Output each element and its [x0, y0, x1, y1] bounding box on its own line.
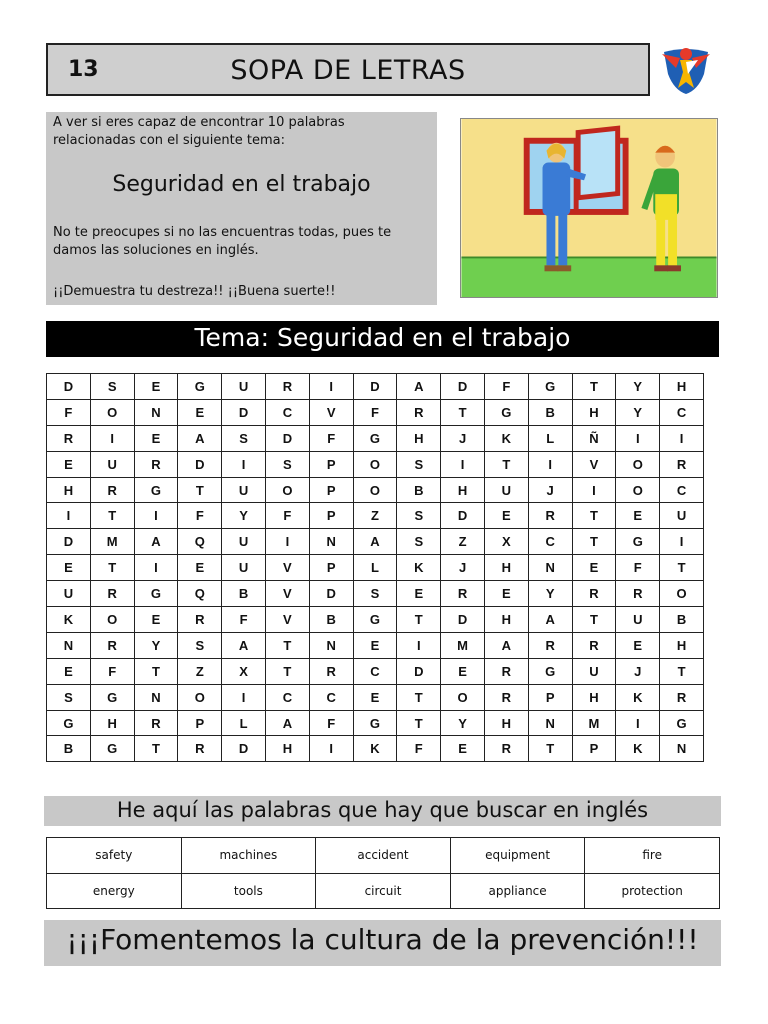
- grid-cell: C: [353, 658, 397, 684]
- grid-cell: E: [134, 607, 178, 633]
- grid-cell: R: [90, 581, 134, 607]
- grid-cell: X: [222, 658, 266, 684]
- grid-cell: G: [134, 581, 178, 607]
- grid-cell: M: [572, 710, 616, 736]
- grid-cell: G: [90, 684, 134, 710]
- word-cell: protection: [585, 873, 720, 909]
- grid-cell: E: [616, 503, 660, 529]
- word-cell: circuit: [316, 873, 451, 909]
- grid-cell: S: [47, 684, 91, 710]
- grid-row: [47, 529, 704, 555]
- grid-cell: U: [616, 607, 660, 633]
- theme-bar: [46, 321, 719, 357]
- grid-cell: P: [528, 684, 572, 710]
- grid-cell: T: [572, 503, 616, 529]
- grid-cell: V: [265, 581, 309, 607]
- grid-cell: Z: [178, 658, 222, 684]
- grid-cell: R: [397, 399, 441, 425]
- grid-cell: G: [353, 710, 397, 736]
- grid-cell: F: [178, 503, 222, 529]
- grid-cell: C: [528, 529, 572, 555]
- grid-cell: F: [222, 607, 266, 633]
- word-cell: equipment: [450, 838, 585, 874]
- grid-cell: R: [572, 632, 616, 658]
- grid-row: [47, 632, 704, 658]
- grid-cell: F: [484, 374, 528, 400]
- grid-cell: N: [47, 632, 91, 658]
- grid-cell: I: [47, 503, 91, 529]
- word-cell: machines: [181, 838, 316, 874]
- grid-cell: H: [441, 477, 485, 503]
- grid-cell: T: [528, 736, 572, 762]
- grid-cell: U: [222, 555, 266, 581]
- grid-cell: N: [660, 736, 704, 762]
- grid-cell: P: [572, 736, 616, 762]
- grid-cell: Y: [616, 399, 660, 425]
- grid-cell: Y: [222, 503, 266, 529]
- grid-cell: U: [484, 477, 528, 503]
- grid-cell: R: [572, 581, 616, 607]
- grid-cell: E: [484, 503, 528, 529]
- grid-cell: H: [47, 477, 91, 503]
- grid-cell: I: [660, 529, 704, 555]
- grid-cell: K: [484, 425, 528, 451]
- grid-row: [47, 555, 704, 581]
- grid-cell: I: [134, 555, 178, 581]
- grid-cell: S: [178, 632, 222, 658]
- grid-cell: U: [222, 529, 266, 555]
- words-table: [46, 837, 720, 909]
- grid-cell: V: [572, 451, 616, 477]
- grid-cell: T: [572, 529, 616, 555]
- grid-cell: O: [616, 451, 660, 477]
- grid-cell: T: [397, 710, 441, 736]
- grid-row: [47, 477, 704, 503]
- grid-cell: X: [484, 529, 528, 555]
- grid-row: [47, 425, 704, 451]
- grid-cell: K: [616, 736, 660, 762]
- grid-cell: U: [222, 477, 266, 503]
- grid-row: [47, 451, 704, 477]
- grid-cell: U: [47, 581, 91, 607]
- grid-cell: C: [265, 399, 309, 425]
- grid-cell: F: [309, 710, 353, 736]
- grid-cell: O: [441, 684, 485, 710]
- grid-cell: D: [222, 399, 266, 425]
- grid-cell: H: [484, 607, 528, 633]
- grid-cell: T: [90, 555, 134, 581]
- grid-cell: D: [397, 658, 441, 684]
- grid-cell: P: [309, 477, 353, 503]
- grid-cell: G: [90, 736, 134, 762]
- grid-cell: A: [134, 529, 178, 555]
- grid-cell: H: [484, 555, 528, 581]
- grid-cell: P: [309, 451, 353, 477]
- word-cell: energy: [47, 873, 182, 909]
- grid-cell: H: [572, 399, 616, 425]
- grid-cell: D: [47, 374, 91, 400]
- grid-cell: I: [309, 736, 353, 762]
- grid-cell: D: [441, 503, 485, 529]
- grid-cell: C: [309, 684, 353, 710]
- grid-row: [47, 374, 704, 400]
- grid-cell: N: [309, 632, 353, 658]
- footer-bar: [44, 920, 721, 966]
- grid-cell: R: [90, 477, 134, 503]
- grid-cell: O: [90, 607, 134, 633]
- grid-cell: E: [441, 658, 485, 684]
- grid-cell: E: [484, 581, 528, 607]
- grid-cell: Y: [616, 374, 660, 400]
- grid-cell: K: [353, 736, 397, 762]
- grid-cell: D: [47, 529, 91, 555]
- grid-cell: T: [572, 607, 616, 633]
- grid-cell: P: [309, 555, 353, 581]
- words-heading-bar: [44, 796, 721, 826]
- grid-row: [47, 503, 704, 529]
- grid-cell: R: [441, 581, 485, 607]
- grid-cell: E: [441, 736, 485, 762]
- grid-cell: G: [528, 374, 572, 400]
- grid-cell: N: [309, 529, 353, 555]
- grid-cell: I: [616, 710, 660, 736]
- grid-cell: V: [309, 399, 353, 425]
- grid-cell: C: [660, 477, 704, 503]
- grid-cell: L: [222, 710, 266, 736]
- page-title: SOPA DE LETRAS: [230, 55, 466, 86]
- grid-cell: R: [178, 736, 222, 762]
- grid-cell: G: [660, 710, 704, 736]
- grid-cell: B: [47, 736, 91, 762]
- grid-cell: I: [90, 425, 134, 451]
- grid-cell: T: [265, 632, 309, 658]
- intro-topic: Seguridad en el trabajo: [112, 172, 371, 197]
- grid-cell: Y: [528, 581, 572, 607]
- grid-cell: T: [441, 399, 485, 425]
- word-cell: safety: [47, 838, 182, 874]
- word-cell: tools: [181, 873, 316, 909]
- grid-cell: H: [90, 710, 134, 736]
- grid-cell: S: [265, 451, 309, 477]
- grid-cell: B: [660, 607, 704, 633]
- grid-cell: I: [134, 503, 178, 529]
- grid-cell: H: [572, 684, 616, 710]
- grid-cell: E: [178, 555, 222, 581]
- intro-lead: A ver si eres capaz de encontrar 10 palabras relacionadas con el siguiente tema:: [53, 115, 345, 148]
- grid-cell: D: [222, 736, 266, 762]
- grid-cell: J: [441, 425, 485, 451]
- intro-cheer: ¡¡Demuestra tu destreza!! ¡¡Buena suerte!!: [53, 284, 336, 299]
- grid-cell: T: [572, 374, 616, 400]
- grid-cell: Y: [134, 632, 178, 658]
- grid-cell: U: [90, 451, 134, 477]
- grid-cell: H: [660, 632, 704, 658]
- grid-cell: O: [353, 477, 397, 503]
- grid-cell: R: [528, 632, 572, 658]
- grid-cell: G: [353, 607, 397, 633]
- grid-cell: E: [47, 658, 91, 684]
- grid-cell: D: [178, 451, 222, 477]
- grid-cell: U: [572, 658, 616, 684]
- word-cell: accident: [316, 838, 451, 874]
- grid-cell: G: [484, 399, 528, 425]
- grid-row: [47, 607, 704, 633]
- grid-cell: I: [660, 425, 704, 451]
- grid-cell: Ñ: [572, 425, 616, 451]
- safety-logo-icon: [658, 44, 714, 96]
- grid-cell: J: [616, 658, 660, 684]
- grid-cell: T: [265, 658, 309, 684]
- grid-cell: T: [397, 607, 441, 633]
- grid-cell: O: [178, 684, 222, 710]
- grid-cell: F: [397, 736, 441, 762]
- grid-cell: J: [528, 477, 572, 503]
- grid-cell: R: [484, 684, 528, 710]
- grid-cell: Z: [441, 529, 485, 555]
- grid-row: [47, 710, 704, 736]
- workers-window-illustration: [460, 118, 718, 298]
- grid-cell: K: [616, 684, 660, 710]
- grid-row: [47, 736, 704, 762]
- grid-cell: H: [265, 736, 309, 762]
- grid-cell: F: [90, 658, 134, 684]
- grid-cell: Q: [178, 529, 222, 555]
- grid-cell: E: [47, 555, 91, 581]
- intro-box: [46, 112, 437, 305]
- grid-cell: D: [265, 425, 309, 451]
- grid-cell: R: [660, 451, 704, 477]
- grid-cell: R: [484, 736, 528, 762]
- grid-cell: O: [265, 477, 309, 503]
- grid-cell: Q: [178, 581, 222, 607]
- words-row: [47, 873, 720, 909]
- grid-cell: A: [265, 710, 309, 736]
- word-search-grid: [46, 373, 704, 762]
- grid-cell: R: [309, 658, 353, 684]
- grid-cell: H: [484, 710, 528, 736]
- grid-cell: G: [353, 425, 397, 451]
- grid-cell: D: [441, 607, 485, 633]
- grid-cell: S: [397, 529, 441, 555]
- grid-cell: I: [616, 425, 660, 451]
- grid-cell: I: [265, 529, 309, 555]
- grid-cell: R: [47, 425, 91, 451]
- grid-cell: T: [397, 684, 441, 710]
- grid-row: [47, 684, 704, 710]
- grid-cell: B: [222, 581, 266, 607]
- grid-cell: D: [353, 374, 397, 400]
- grid-cell: N: [528, 710, 572, 736]
- grid-cell: S: [90, 374, 134, 400]
- grid-cell: I: [572, 477, 616, 503]
- grid-cell: B: [528, 399, 572, 425]
- grid-cell: P: [178, 710, 222, 736]
- grid-cell: R: [178, 607, 222, 633]
- grid-cell: V: [265, 607, 309, 633]
- grid-cell: E: [616, 632, 660, 658]
- grid-cell: K: [47, 607, 91, 633]
- words-table-body: [47, 838, 720, 909]
- grid-cell: L: [528, 425, 572, 451]
- words-row: [47, 838, 720, 874]
- grid-cell: E: [353, 684, 397, 710]
- grid-cell: S: [353, 581, 397, 607]
- grid-cell: U: [660, 503, 704, 529]
- grid-cell: A: [353, 529, 397, 555]
- grid-cell: T: [134, 658, 178, 684]
- words-heading: He aquí las palabras que hay que buscar en inglés: [116, 798, 649, 822]
- grid-cell: F: [353, 399, 397, 425]
- grid-cell: R: [134, 710, 178, 736]
- grid-cell: F: [309, 425, 353, 451]
- page-number: 13: [68, 57, 99, 82]
- grid-cell: E: [47, 451, 91, 477]
- grid-cell: I: [309, 374, 353, 400]
- grid-cell: S: [397, 503, 441, 529]
- word-cell: appliance: [450, 873, 585, 909]
- footer-slogan: ¡¡¡Fomentemos la cultura de la prevención!!!: [66, 923, 699, 956]
- grid-cell: E: [353, 632, 397, 658]
- grid-cell: D: [441, 374, 485, 400]
- grid-cell: V: [265, 555, 309, 581]
- grid-cell: M: [441, 632, 485, 658]
- grid-cell: H: [660, 374, 704, 400]
- grid-cell: F: [47, 399, 91, 425]
- grid-cell: D: [309, 581, 353, 607]
- grid-cell: G: [178, 374, 222, 400]
- grid-cell: R: [616, 581, 660, 607]
- grid-cell: Y: [441, 710, 485, 736]
- grid-cell: S: [222, 425, 266, 451]
- grid-cell: P: [309, 503, 353, 529]
- grid-cell: C: [265, 684, 309, 710]
- grid-cell: I: [397, 632, 441, 658]
- grid-cell: O: [660, 581, 704, 607]
- grid-row: [47, 399, 704, 425]
- grid-cell: A: [397, 374, 441, 400]
- grid-cell: I: [222, 451, 266, 477]
- grid-cell: A: [528, 607, 572, 633]
- grid-cell: J: [441, 555, 485, 581]
- grid-cell: G: [47, 710, 91, 736]
- grid-cell: N: [528, 555, 572, 581]
- grid-cell: I: [528, 451, 572, 477]
- grid-cell: G: [616, 529, 660, 555]
- grid-cell: T: [178, 477, 222, 503]
- grid-cell: G: [528, 658, 572, 684]
- grid-cell: I: [441, 451, 485, 477]
- grid-cell: R: [484, 658, 528, 684]
- grid-cell: R: [660, 684, 704, 710]
- intro-note: No te preocupes si no las encuentras todas, pues te damos las soluciones en inglés.: [53, 225, 392, 258]
- grid-cell: Z: [353, 503, 397, 529]
- grid-cell: N: [134, 399, 178, 425]
- grid-cell: B: [397, 477, 441, 503]
- grid-cell: F: [265, 503, 309, 529]
- grid-cell: E: [134, 425, 178, 451]
- grid-cell: B: [309, 607, 353, 633]
- word-cell: fire: [585, 838, 720, 874]
- grid-cell: N: [134, 684, 178, 710]
- grid-cell: U: [222, 374, 266, 400]
- grid-cell: K: [397, 555, 441, 581]
- grid-cell: A: [178, 425, 222, 451]
- grid-cell: O: [353, 451, 397, 477]
- grid-cell: H: [397, 425, 441, 451]
- grid-cell: T: [660, 658, 704, 684]
- grid-cell: G: [134, 477, 178, 503]
- grid-cell: A: [484, 632, 528, 658]
- grid-cell: R: [90, 632, 134, 658]
- grid-cell: C: [660, 399, 704, 425]
- grid-cell: T: [90, 503, 134, 529]
- grid-cell: E: [397, 581, 441, 607]
- grid-cell: T: [660, 555, 704, 581]
- grid-cell: E: [572, 555, 616, 581]
- grid-cell: I: [222, 684, 266, 710]
- header-bar: [46, 43, 650, 96]
- grid-cell: S: [397, 451, 441, 477]
- grid-cell: E: [134, 374, 178, 400]
- grid-cell: R: [528, 503, 572, 529]
- grid-cell: M: [90, 529, 134, 555]
- grid-cell: R: [265, 374, 309, 400]
- grid-cell: O: [616, 477, 660, 503]
- grid-cell: O: [90, 399, 134, 425]
- grid-cell: L: [353, 555, 397, 581]
- grid-cell: F: [616, 555, 660, 581]
- grid-cell: A: [222, 632, 266, 658]
- grid-cell: T: [484, 451, 528, 477]
- grid-cell: E: [178, 399, 222, 425]
- grid-row: [47, 658, 704, 684]
- word-search-grid-body: [47, 374, 704, 762]
- grid-row: [47, 581, 704, 607]
- grid-cell: T: [134, 736, 178, 762]
- grid-cell: R: [134, 451, 178, 477]
- theme-title: Tema: Seguridad en el trabajo: [194, 323, 571, 352]
